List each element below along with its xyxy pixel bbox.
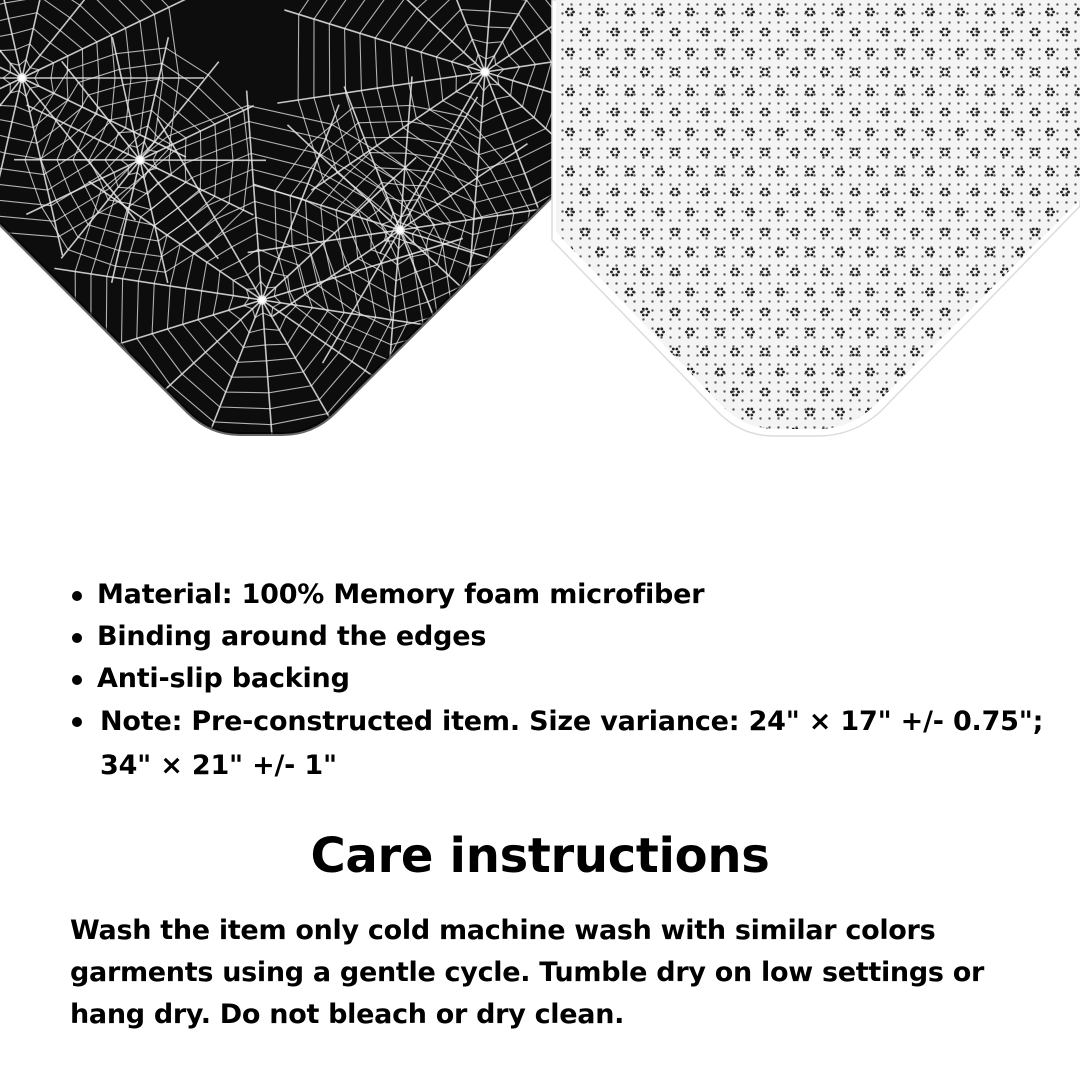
feature-material: Material: 100% Memory foam microfiber: [72, 574, 1052, 616]
care-text: Wash the item only cold machine wash with similar colors garments using a gentle cycle. Tumble dry on low settings or hang dry. Do not bleach or dry clean.: [70, 915, 984, 1030]
bullet-icon: [72, 675, 82, 685]
feature-list: [72, 574, 1052, 788]
care-title: Care instructions: [310, 828, 770, 884]
bullet-icon: [72, 717, 82, 727]
product-images: [0, 0, 1080, 440]
feature-note: Note: Pre-constructed item. Size variance: 24" × 17" +/- 0.75"; 34" × 21" +/- 1": [72, 700, 1052, 788]
feature-binding: Binding around the edges: [72, 616, 1052, 658]
anti-slip-backing-dots-icon: [552, 0, 1080, 440]
bullet-icon: [72, 591, 82, 601]
feature-anti-slip: Anti-slip backing: [72, 658, 1052, 700]
bullet-icon: [72, 633, 82, 643]
